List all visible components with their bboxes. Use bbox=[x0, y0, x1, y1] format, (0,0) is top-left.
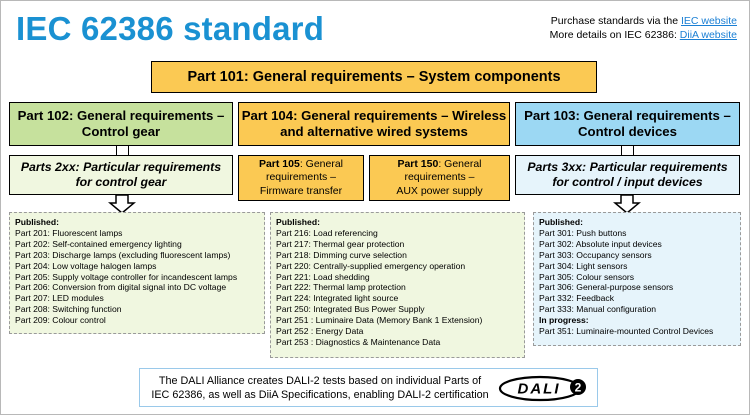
list-2xx-published bbox=[9, 212, 265, 334]
part-103-line2: Control devices bbox=[578, 124, 677, 139]
footer-text bbox=[150, 375, 490, 402]
parts-3xx-line2: for control / input devices bbox=[552, 175, 703, 189]
list-item: Part 221: Load shedding bbox=[276, 271, 370, 282]
list-mid-header: Published: bbox=[276, 217, 320, 227]
list-item: Part 208: Switching function bbox=[15, 304, 122, 315]
arrow-down-right-icon bbox=[613, 194, 641, 214]
list-item: Part 332: Feedback bbox=[539, 293, 615, 304]
logo-text: DALI bbox=[517, 380, 561, 398]
part-104-line1: Part 104: General requirements – Wireless bbox=[241, 108, 507, 123]
list-3xx-in-progress-header: In progress: bbox=[539, 315, 589, 326]
page-title: IEC 62386 standard bbox=[16, 10, 325, 47]
footer-line2: IEC 62386, as well as DiiA Specifications, enabling DALI-2 certification bbox=[151, 388, 489, 401]
part-101-box bbox=[151, 61, 597, 93]
list-item: Part 302: Absolute input devices bbox=[539, 238, 662, 249]
list-item: Part 224: Integrated light source bbox=[276, 293, 399, 304]
list-item: Part 250: Integrated Bus Power Supply bbox=[276, 304, 425, 315]
part-102-line1: Part 102: General requirements – bbox=[17, 108, 225, 123]
list-item: Part 306: General-purpose sensors bbox=[539, 282, 674, 293]
part-105-bold: Part 105 bbox=[258, 158, 300, 171]
part-105-box bbox=[238, 155, 364, 201]
list-2xx-header: Published: bbox=[15, 217, 59, 227]
part-150-line2: requirements – bbox=[404, 171, 475, 184]
list-item: Part 301: Push buttons bbox=[539, 227, 627, 238]
part-104-line2: and alternative wired systems bbox=[280, 124, 468, 139]
parts-2xx-line1: Parts 2xx: Particular requirements bbox=[20, 160, 222, 174]
list-item: Part 251 : Luminaire Data (Memory Bank 1 Extension) bbox=[276, 315, 483, 326]
list-item: Part 201: Fluorescent lamps bbox=[15, 227, 123, 238]
dali-2-logo-icon bbox=[498, 375, 590, 402]
list-item: Part 218: Dimming curve selection bbox=[276, 249, 407, 260]
list-item: Part 202: Self-contained emergency lighting bbox=[15, 238, 182, 249]
part-150-box bbox=[369, 155, 510, 201]
list-item: Part 304: Light sensors bbox=[539, 260, 628, 271]
part-150-line3: AUX power supply bbox=[396, 184, 483, 197]
part-105-line3: Firmware transfer bbox=[259, 184, 343, 197]
list-item: Part 207: LED modules bbox=[15, 293, 104, 304]
part-150-bold: Part 150 bbox=[397, 158, 439, 171]
list-item: Part 253 : Diagnostics & Maintenance Data bbox=[276, 336, 441, 347]
parts-2xx-box bbox=[9, 155, 233, 195]
part-105-rest: : General bbox=[299, 158, 344, 171]
list-3xx-header: Published: bbox=[539, 217, 583, 227]
list-item: Part 217: Thermal gear protection bbox=[276, 238, 405, 249]
logo-superscript: 2 bbox=[574, 380, 582, 395]
part-102-box bbox=[9, 102, 233, 146]
parts-3xx-box bbox=[515, 155, 740, 195]
details-line bbox=[550, 28, 737, 42]
list-item: Part 216: Load referencing bbox=[276, 227, 378, 238]
footer-note bbox=[139, 368, 598, 407]
list-item: Part 209: Colour control bbox=[15, 315, 106, 326]
part-102-line2: Control gear bbox=[81, 124, 161, 139]
list-2xx-published-continued bbox=[270, 212, 525, 358]
details-text: More details on IEC 62386: bbox=[549, 29, 680, 41]
parts-2xx-line2: for control gear bbox=[75, 175, 167, 189]
part-103-box bbox=[515, 102, 740, 146]
list-item: Part 333: Manual configuration bbox=[539, 304, 657, 315]
list-item: Part 220: Centrally-supplied emergency operation bbox=[276, 260, 466, 271]
list-item: Part 303: Occupancy sensors bbox=[539, 249, 652, 260]
links-panel bbox=[550, 14, 737, 42]
parts-3xx-line1: Parts 3xx: Particular requirements bbox=[527, 160, 728, 174]
list-item: Part 305: Colour sensors bbox=[539, 271, 635, 282]
list-item: Part 222: Thermal lamp protection bbox=[276, 282, 406, 293]
list-item: Part 252 : Energy Data bbox=[276, 326, 364, 337]
part-103-line1: Part 103: General requirements – bbox=[524, 108, 731, 123]
part-105-line1 bbox=[259, 158, 343, 171]
list-3xx-published bbox=[533, 212, 741, 346]
list-item: Part 204: Low voltage halogen lamps bbox=[15, 260, 157, 271]
part-150-line1 bbox=[397, 158, 481, 171]
part-104-box bbox=[238, 102, 510, 146]
part-150-rest: : General bbox=[438, 158, 482, 171]
list-item: Part 205: Supply voltage controller for incandescent lamps bbox=[15, 271, 238, 282]
list-item: Part 203: Discharge lamps (excluding fluorescent lamps) bbox=[15, 249, 231, 260]
list-item: Part 206: Conversion from digital signal into DC voltage bbox=[15, 282, 227, 293]
purchase-line bbox=[550, 14, 737, 28]
footer-line1: The DALI Alliance creates DALI-2 tests based on individual Parts of bbox=[158, 375, 482, 387]
part-101-label: Part 101: General requirements – System components bbox=[187, 69, 561, 85]
list-item: Part 351: Luminaire-mounted Control Devices bbox=[539, 326, 714, 337]
part-105-line2: requirements – bbox=[265, 171, 337, 184]
arrow-down-left-icon bbox=[108, 194, 136, 214]
iec-website-link[interactable]: IEC website bbox=[680, 15, 737, 27]
purchase-text: Purchase standards via the bbox=[550, 15, 681, 27]
diia-website-link[interactable]: DiiA website bbox=[679, 29, 737, 41]
